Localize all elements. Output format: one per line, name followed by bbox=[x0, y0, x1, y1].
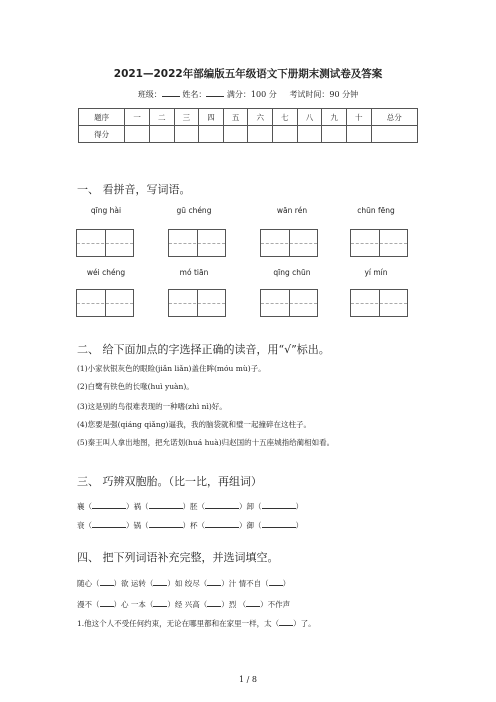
answer-blank[interactable] bbox=[246, 598, 260, 607]
score-header: 六 bbox=[248, 109, 273, 126]
section2-heading: 二、 给下面加点的字选择正确的读音，用“√”标出。 bbox=[77, 343, 330, 356]
writing-grid[interactable] bbox=[76, 289, 134, 317]
compare-row-1: 襄（ ）祸（ ）胚（ ）卸（ ） bbox=[77, 502, 303, 511]
pinyin-label: wéi chéng bbox=[86, 268, 126, 277]
writing-grid[interactable] bbox=[350, 229, 408, 257]
score-cell[interactable] bbox=[297, 126, 322, 143]
answer-blank[interactable] bbox=[205, 500, 239, 509]
score-cell[interactable] bbox=[322, 126, 347, 143]
idiom-row-2: 漫不（ ）心 一本（ ）经 兴高（ ）烈 （ ）不作声 bbox=[77, 600, 291, 609]
score-cell[interactable] bbox=[346, 126, 371, 143]
compare-row-2: 衰（ ）锅（ ）杯（ ）御（ ） bbox=[77, 521, 303, 530]
class-blank bbox=[162, 88, 180, 97]
score-header: 五 bbox=[223, 109, 248, 126]
page-title: 2021—2022年部编版五年级语文下册期末测试卷及答案 bbox=[113, 68, 383, 80]
answer-blank[interactable] bbox=[92, 519, 126, 528]
section3-heading: 三、 巧辨双胞胎。（比一比，再组词） bbox=[77, 475, 262, 488]
score-row-label: 得分 bbox=[79, 126, 125, 143]
answer-blank[interactable] bbox=[92, 500, 126, 509]
score-cell[interactable] bbox=[223, 126, 248, 143]
score-header: 七 bbox=[273, 109, 298, 126]
pinyin-label: wān rén bbox=[276, 206, 308, 215]
score-cell[interactable] bbox=[248, 126, 273, 143]
pronunciation-item: (5)秦王叫人拿出地图，把允诺划(huá huà)归赵国的十五座城指给蔺相如看。 bbox=[77, 438, 335, 447]
exam-time: 考试时间：90 分钟 bbox=[289, 90, 359, 99]
full-score: 满分：100 分 bbox=[226, 90, 277, 99]
score-header: 三 bbox=[174, 109, 199, 126]
name-label: 姓名： bbox=[182, 90, 207, 99]
page-number: 1 / 8 bbox=[239, 675, 257, 684]
pinyin-label: gū chéng bbox=[176, 206, 212, 215]
answer-blank[interactable] bbox=[205, 519, 239, 528]
answer-blank[interactable] bbox=[262, 500, 296, 509]
answer-blank[interactable] bbox=[207, 598, 221, 607]
writing-grid[interactable] bbox=[260, 229, 318, 257]
writing-grid[interactable] bbox=[76, 229, 134, 257]
score-header: 四 bbox=[199, 109, 224, 126]
answer-blank[interactable] bbox=[153, 598, 167, 607]
answer-blank[interactable] bbox=[269, 577, 283, 586]
score-header: 二 bbox=[149, 109, 174, 126]
pinyin-label: mó tiān bbox=[179, 268, 209, 277]
score-header: 九 bbox=[322, 109, 347, 126]
score-cell[interactable] bbox=[149, 126, 174, 143]
answer-blank[interactable] bbox=[279, 617, 293, 626]
name-blank bbox=[206, 88, 224, 97]
pronunciation-item: (4)您要是强(qiáng qiǎng)逼我，我的脑袋就和璧一起撞碎在这柱子。 bbox=[77, 420, 311, 429]
section1-heading: 一、 看拼音，写词语。 bbox=[77, 183, 191, 196]
writing-grid[interactable] bbox=[260, 289, 318, 317]
score-cell[interactable] bbox=[174, 126, 199, 143]
pronunciation-item: (3)这是别的鸟很难表现的一种嗜(zhì nì)好。 bbox=[77, 402, 227, 411]
answer-blank[interactable] bbox=[262, 519, 296, 528]
pinyin-label: chūn fēng bbox=[357, 206, 395, 215]
pronunciation-item: (2)白鹭有铁色的长喙(huì yuàn)。 bbox=[77, 382, 194, 391]
pronunciation-item: (1)小家伙银灰色的眼睑(jiǎn liǎn)盖住眸(móu mù)子。 bbox=[77, 364, 266, 373]
section4-heading: 四、 把下列词语补充完整，并选词填空。 bbox=[77, 551, 279, 564]
score-cell[interactable] bbox=[371, 126, 417, 143]
pinyin-label: qīng hài bbox=[90, 206, 122, 215]
score-header: 一 bbox=[125, 109, 150, 126]
writing-grid[interactable] bbox=[168, 229, 226, 257]
score-header: 十 bbox=[346, 109, 371, 126]
answer-blank[interactable] bbox=[100, 598, 114, 607]
score-value-row bbox=[79, 126, 418, 143]
score-header: 题序 bbox=[79, 109, 125, 126]
score-header: 八 bbox=[297, 109, 322, 126]
score-table bbox=[78, 108, 418, 143]
score-cell[interactable] bbox=[273, 126, 298, 143]
answer-blank[interactable] bbox=[153, 577, 167, 586]
score-header: 总分 bbox=[371, 109, 417, 126]
class-label: 班级： bbox=[137, 90, 162, 99]
pinyin-label: yí mín bbox=[364, 268, 388, 277]
fill-sentence: 1.他这个人不受任何约束，无论在哪里都和在家里一样，太（ ）了。 bbox=[77, 619, 316, 628]
pinyin-label: qīng chūn bbox=[273, 268, 311, 277]
writing-grid[interactable] bbox=[350, 289, 408, 317]
exam-info bbox=[0, 88, 496, 100]
answer-blank[interactable] bbox=[149, 519, 183, 528]
answer-blank[interactable] bbox=[149, 500, 183, 509]
answer-blank[interactable] bbox=[207, 577, 221, 586]
idiom-row-1: 随心（ ）欲 运转（ ）如 绞尽（ ）汁 情不自（ ） bbox=[77, 579, 291, 588]
score-header-row bbox=[79, 109, 418, 126]
score-cell[interactable] bbox=[125, 126, 150, 143]
score-cell[interactable] bbox=[199, 126, 224, 143]
writing-grid[interactable] bbox=[168, 289, 226, 317]
answer-blank[interactable] bbox=[100, 577, 114, 586]
